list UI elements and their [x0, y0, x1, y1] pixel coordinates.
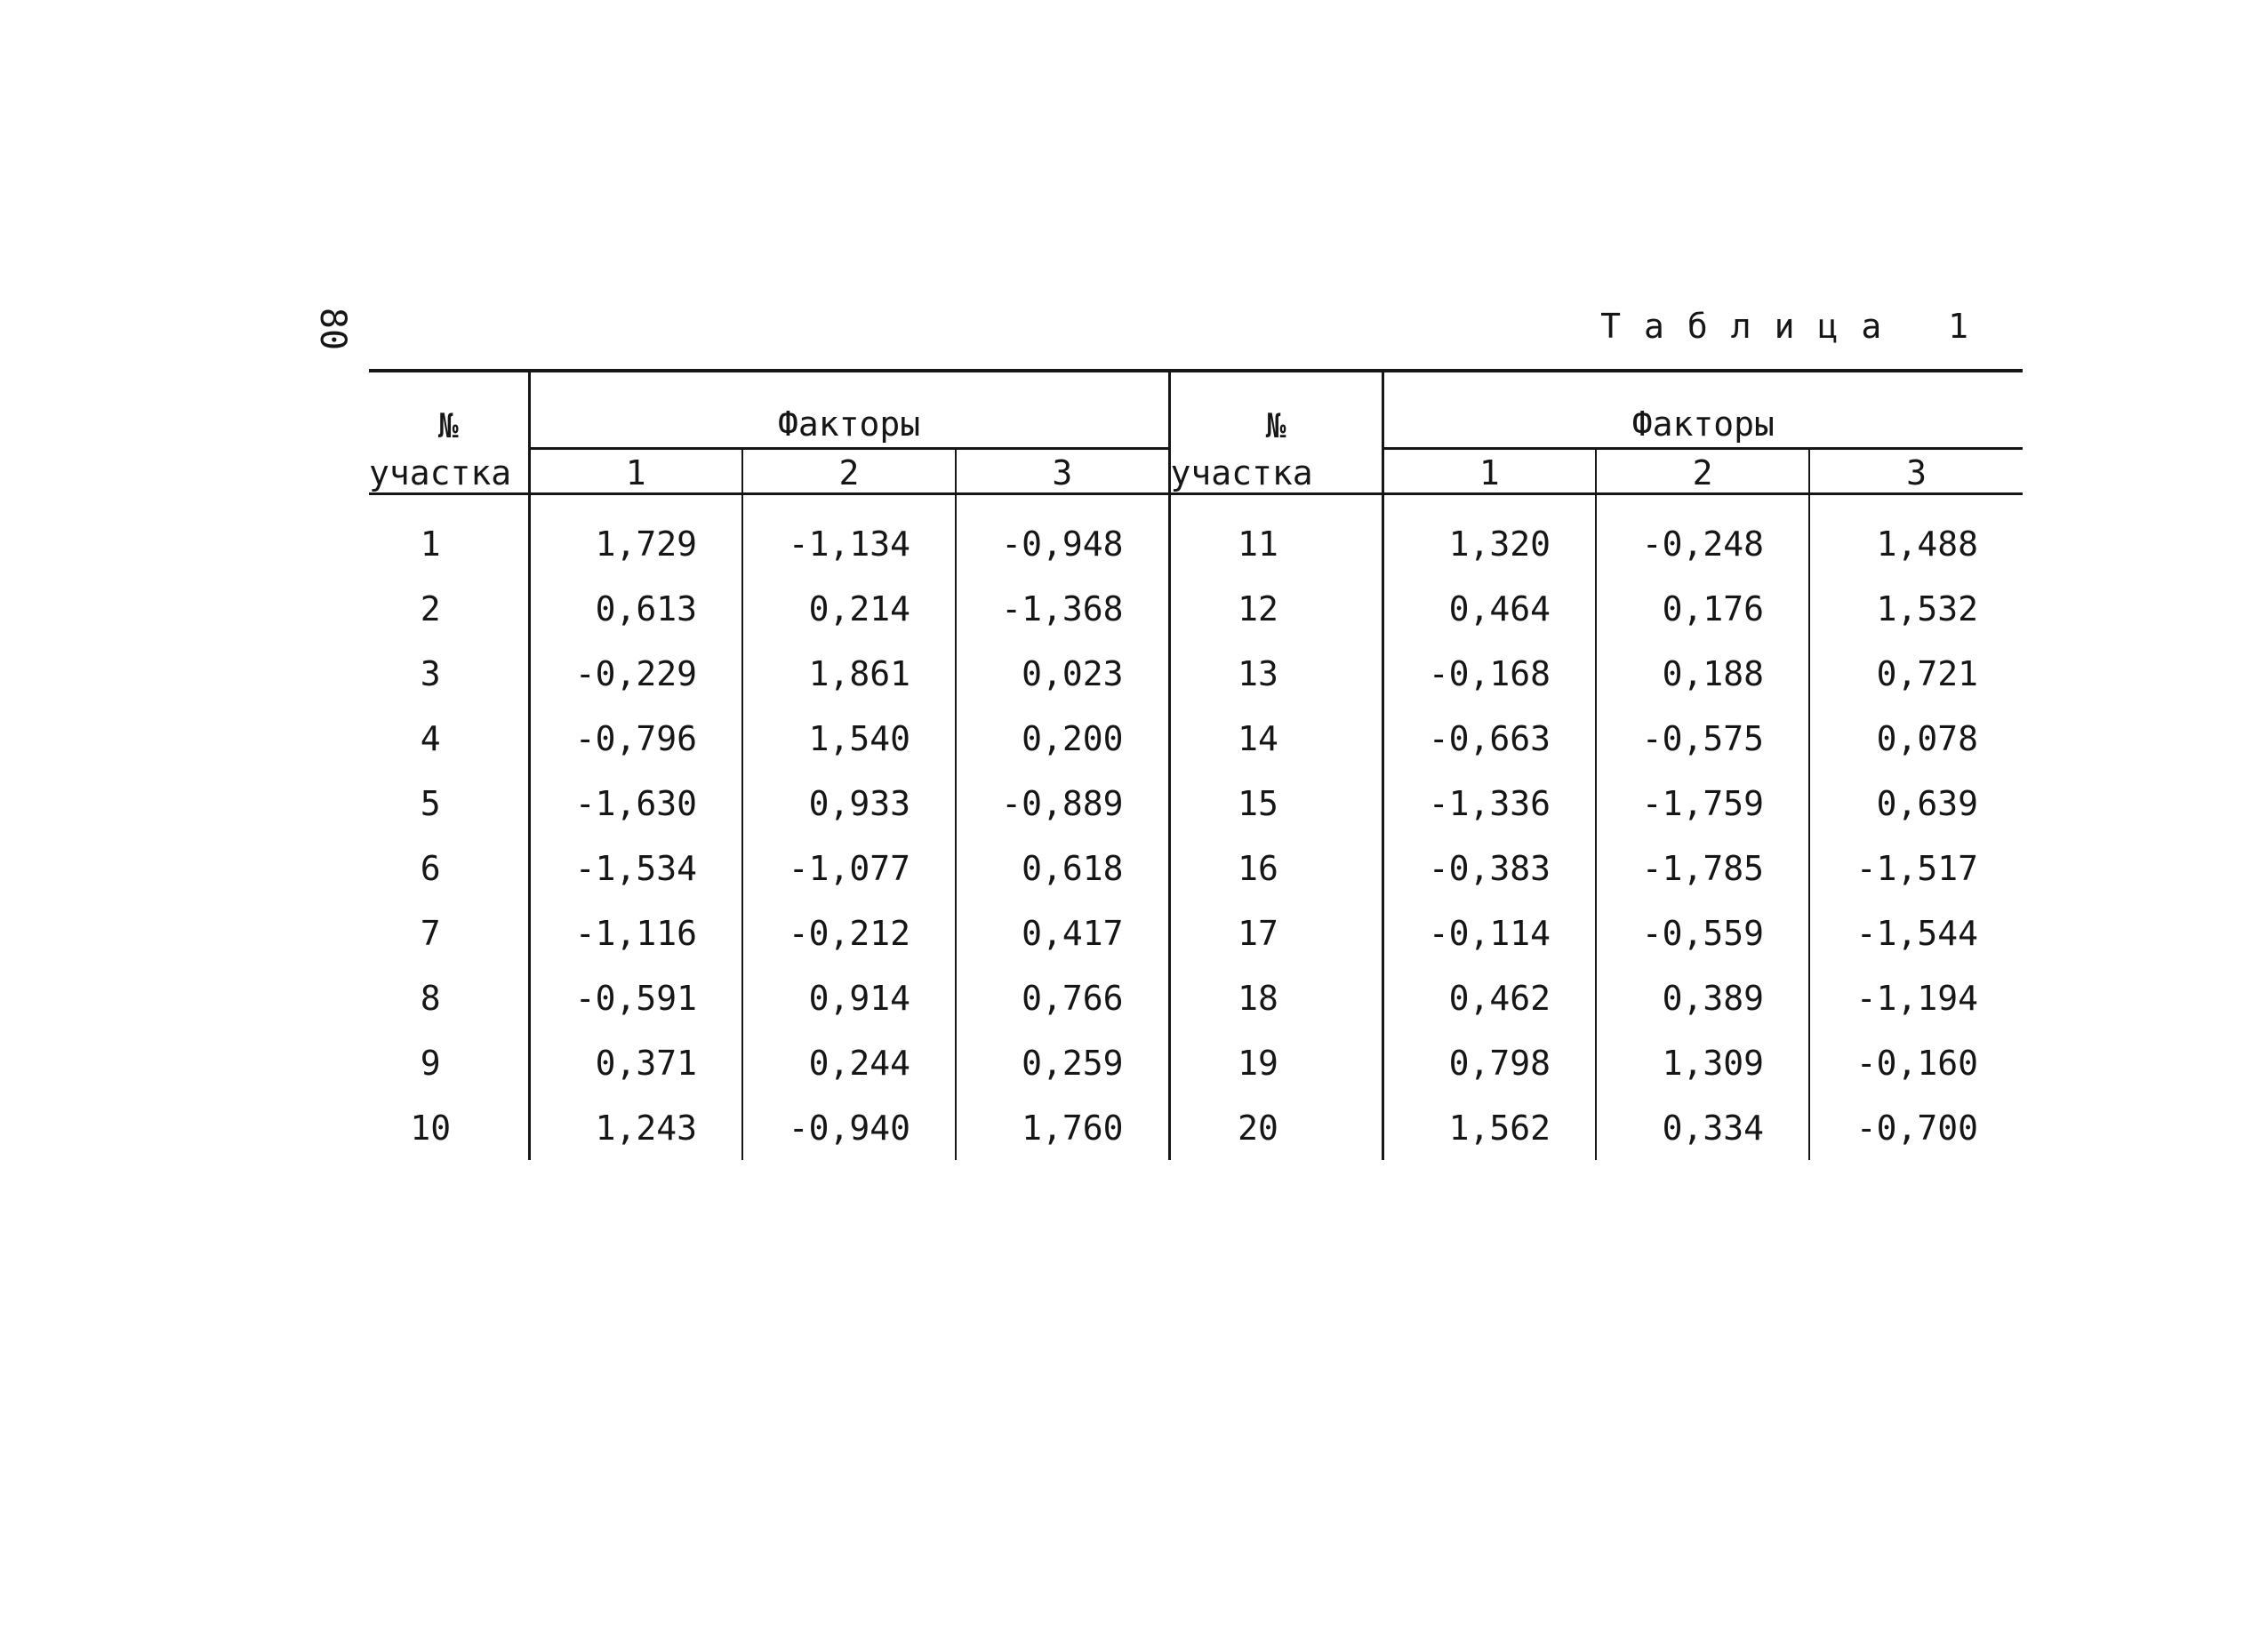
factor-value: 0,078 — [1876, 718, 1979, 758]
factor-value: 0,464 — [1382, 576, 1596, 641]
factor-value: 0,214 — [742, 576, 956, 641]
factor-value: -0,248 — [1596, 494, 1809, 577]
factor-value: -0,940 — [742, 1095, 956, 1160]
factor-col-left-2: 2 — [742, 449, 956, 494]
table-caption: Таблица 1 — [1600, 307, 1992, 346]
table-row — [369, 706, 2023, 771]
factor-value: 0,914 — [742, 965, 956, 1030]
section-number: 2 — [369, 576, 529, 641]
section-number: 3 — [369, 641, 529, 706]
table-row — [369, 771, 2023, 836]
table-row — [369, 965, 2023, 1030]
factors-group-left: Факторы — [529, 371, 1169, 449]
factor-value: 1,532 — [1876, 588, 1979, 628]
factor-value: -0,160 — [1855, 1043, 1979, 1083]
table-row — [369, 1030, 2023, 1095]
factor-value: -0,889 — [956, 771, 1169, 836]
number-symbol-left: № — [369, 371, 529, 449]
factor-value: -0,383 — [1382, 836, 1596, 901]
factor-value: 0,259 — [956, 1030, 1169, 1095]
factor-value: 0,334 — [1596, 1095, 1809, 1160]
table-row — [369, 494, 2023, 577]
table-row — [369, 836, 2023, 901]
factor-value: 0,613 — [529, 576, 742, 641]
factor-value: -1,194 — [1855, 978, 1979, 1018]
factor-col-right-1: 1 — [1382, 449, 1596, 494]
factor-value: 1,540 — [742, 706, 956, 771]
factor-value: 0,639 — [1876, 783, 1979, 823]
section-number: 17 — [1169, 901, 1382, 965]
factor-value: 0,023 — [956, 641, 1169, 706]
section-number: 15 — [1169, 771, 1382, 836]
table-row — [369, 1095, 2023, 1160]
factor-value: -0,591 — [529, 965, 742, 1030]
section-number: 9 — [369, 1030, 529, 1095]
table-body — [369, 494, 2023, 1161]
factor-value: -0,575 — [1596, 706, 1809, 771]
factor-value: 0,721 — [1876, 653, 1979, 693]
factor-value: 1,309 — [1596, 1030, 1809, 1095]
factor-value: -0,663 — [1382, 706, 1596, 771]
section-number: 11 — [1169, 494, 1382, 577]
factor-value: -0,796 — [529, 706, 742, 771]
factor-value: 0,188 — [1596, 641, 1809, 706]
factor-value: 1,488 — [1876, 524, 1979, 564]
factor-value: 0,176 — [1596, 576, 1809, 641]
number-label-left: участка — [369, 449, 529, 494]
factor-value: -1,785 — [1596, 836, 1809, 901]
section-number: 18 — [1169, 965, 1382, 1030]
factor-value: -1,534 — [529, 836, 742, 901]
factors-table — [369, 369, 2023, 1160]
factor-value: -0,948 — [956, 494, 1169, 577]
factor-col-left-3: 3 — [956, 449, 1169, 494]
factor-value: 0,200 — [956, 706, 1169, 771]
number-symbol-right: № — [1169, 371, 1382, 449]
section-number: 14 — [1169, 706, 1382, 771]
factor-value: -1,077 — [742, 836, 956, 901]
section-number: 8 — [369, 965, 529, 1030]
section-number: 20 — [1169, 1095, 1382, 1160]
factor-value: 0,371 — [529, 1030, 742, 1095]
table-row — [369, 901, 2023, 965]
factor-value: 1,320 — [1382, 494, 1596, 577]
factors-group-right: Факторы — [1382, 371, 2023, 449]
number-label-right: участка — [1169, 449, 1382, 494]
factor-value: 0,417 — [956, 901, 1169, 965]
factor-value: -1,630 — [529, 771, 742, 836]
factor-value: 1,861 — [742, 641, 956, 706]
factor-value: 0,244 — [742, 1030, 956, 1095]
factor-value: 0,618 — [956, 836, 1169, 901]
factor-col-right-3: 3 — [1809, 449, 2023, 494]
section-number: 13 — [1169, 641, 1382, 706]
factor-value: -0,229 — [529, 641, 742, 706]
section-number: 6 — [369, 836, 529, 901]
factor-value: 1,729 — [529, 494, 742, 577]
section-number: 1 — [369, 494, 529, 577]
factor-value: 1,562 — [1382, 1095, 1596, 1160]
factor-value: 1,760 — [956, 1095, 1169, 1160]
factor-col-left-1: 1 — [529, 449, 742, 494]
table-row — [369, 641, 2023, 706]
table-row — [369, 576, 2023, 641]
factors-table-container — [369, 369, 2023, 1160]
factor-col-right-2: 2 — [1596, 449, 1809, 494]
factor-value: -1,134 — [742, 494, 956, 577]
section-number: 19 — [1169, 1030, 1382, 1095]
factor-value: -0,114 — [1382, 901, 1596, 965]
factor-value: 0,766 — [956, 965, 1169, 1030]
factor-value: 0,462 — [1382, 965, 1596, 1030]
section-number: 5 — [369, 771, 529, 836]
factor-value: 0,798 — [1382, 1030, 1596, 1095]
factor-value: 1,243 — [529, 1095, 742, 1160]
section-number: 7 — [369, 901, 529, 965]
factor-value: -0,168 — [1382, 641, 1596, 706]
factor-value: -1,517 — [1855, 848, 1979, 888]
section-number: 16 — [1169, 836, 1382, 901]
factor-value: -1,336 — [1382, 771, 1596, 836]
factor-value: -1,368 — [956, 576, 1169, 641]
factor-value: -0,559 — [1596, 901, 1809, 965]
section-number: 4 — [369, 706, 529, 771]
page-number: 80 — [312, 307, 353, 351]
table-header — [369, 371, 2023, 494]
section-number: 12 — [1169, 576, 1382, 641]
factor-value: -0,212 — [742, 901, 956, 965]
factor-value: -1,544 — [1855, 913, 1979, 953]
factor-value: 0,933 — [742, 771, 956, 836]
factor-value: 0,389 — [1596, 965, 1809, 1030]
section-number: 10 — [369, 1095, 529, 1160]
factor-value: -1,759 — [1596, 771, 1809, 836]
factor-value: -0,700 — [1855, 1108, 1979, 1148]
factor-value: -1,116 — [529, 901, 742, 965]
